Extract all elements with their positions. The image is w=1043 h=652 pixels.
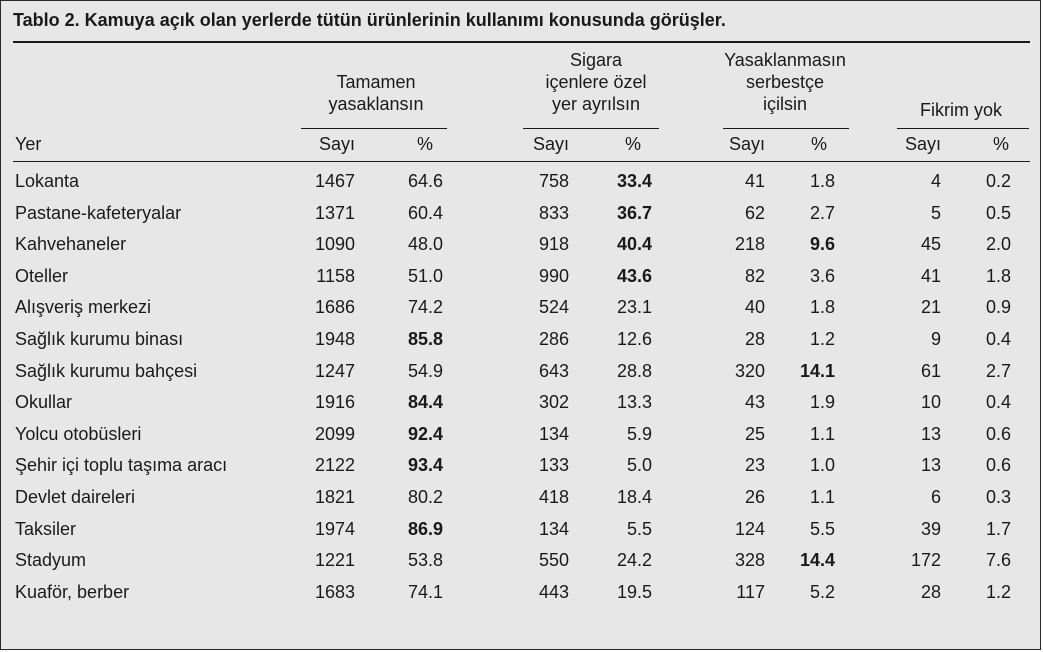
cell-percent: 43.6 [616, 265, 652, 286]
cell-percent: 1.8 [809, 171, 835, 191]
row-place-name: Devlet daireleri [15, 486, 136, 507]
cell-count: 23 [744, 455, 765, 476]
table-row [1, 484, 1042, 516]
table-row [1, 168, 1042, 200]
cell-percent: 1.8 [809, 297, 835, 318]
cell-count: 2099 [314, 423, 355, 444]
group-header-line: içilsin [762, 94, 807, 114]
cell-percent: 74.2 [407, 297, 443, 318]
cell-count: 286 [538, 328, 569, 349]
row-place-name: Pastane-kafeteryalar [15, 202, 182, 223]
cell-count: 302 [538, 392, 569, 413]
row-place-name: Okullar [15, 392, 73, 413]
cell-count: 758 [538, 171, 569, 191]
cell-count: 41 [744, 171, 765, 191]
row-place-name: Sağlık kurumu binası [15, 328, 184, 349]
cell-count: 82 [744, 265, 765, 286]
cell-percent: 1.1 [809, 423, 835, 444]
column-header-place: Yer [15, 134, 42, 154]
table-row [1, 263, 1042, 295]
cell-percent: 0.4 [985, 392, 1011, 413]
cell-percent: 0.4 [985, 328, 1011, 349]
cell-percent: 2.7 [809, 202, 835, 223]
group-header-line: serbestçe [745, 72, 825, 92]
cell-percent: 2.0 [985, 234, 1011, 255]
cell-percent: 74.1 [407, 581, 443, 602]
cell-percent: 93.4 [407, 455, 443, 476]
column-header-count: Sayı [904, 134, 941, 154]
table-row [1, 358, 1042, 390]
cell-percent: 19.5 [616, 581, 652, 602]
cell-count: 1821 [314, 486, 355, 507]
cell-percent: 5.0 [626, 455, 652, 476]
group-underline [301, 128, 447, 129]
cell-count: 320 [734, 360, 765, 381]
cell-percent: 1.7 [985, 518, 1011, 539]
cell-percent: 24.2 [616, 550, 652, 571]
cell-percent: 51.0 [407, 265, 443, 286]
group-underline [523, 128, 659, 129]
group-header-line: yasaklansın [328, 94, 424, 114]
cell-percent: 40.4 [616, 234, 652, 255]
column-header-percent: % [416, 134, 433, 154]
cell-count: 1158 [316, 265, 355, 286]
cell-count: 1683 [314, 581, 355, 602]
cell-percent: 92.4 [407, 423, 443, 444]
cell-count: 13 [920, 423, 941, 444]
cell-percent: 0.9 [985, 297, 1011, 318]
table-row [1, 452, 1042, 484]
cell-count: 61 [920, 360, 941, 381]
cell-count: 2122 [314, 455, 355, 476]
cell-percent: 28.8 [616, 360, 652, 381]
cell-percent: 18.4 [616, 486, 652, 507]
cell-percent: 64.6 [407, 171, 443, 191]
cell-count: 990 [538, 265, 569, 286]
row-place-name: Kahvehaneler [15, 234, 127, 255]
cell-percent: 5.5 [809, 518, 835, 539]
cell-count: 1686 [314, 297, 355, 318]
cell-count: 1974 [314, 518, 355, 539]
cell-count: 13 [920, 455, 941, 476]
cell-count: 4 [930, 171, 941, 191]
cell-percent: 13.3 [616, 392, 652, 413]
cell-percent: 2.7 [985, 360, 1011, 381]
column-header-count: Sayı [532, 134, 569, 154]
row-place-name: Yolcu otobüsleri [15, 423, 142, 444]
group-underline [897, 128, 1029, 129]
cell-count: 124 [734, 518, 765, 539]
group-header-line: Yasaklanmasın [724, 50, 846, 70]
group-header-line: Tamamen [336, 72, 416, 92]
group-underline [723, 128, 849, 129]
cell-count: 1371 [314, 202, 355, 223]
cell-count: 9 [930, 328, 941, 349]
cell-percent: 1.8 [985, 265, 1011, 286]
column-header-percent: % [810, 134, 827, 154]
cell-percent: 14.1 [799, 360, 835, 381]
cell-count: 117 [736, 581, 765, 602]
cell-percent: 0.6 [985, 423, 1011, 444]
cell-count: 134 [538, 423, 569, 444]
cell-count: 1090 [314, 234, 355, 255]
cell-percent: 1.2 [809, 328, 835, 349]
cell-count: 41 [920, 265, 941, 286]
table-row [1, 389, 1042, 421]
cell-count: 524 [538, 297, 569, 318]
cell-percent: 36.7 [616, 202, 652, 223]
cell-percent: 7.6 [985, 550, 1011, 571]
cell-percent: 1.1 [809, 486, 835, 507]
table-row [1, 547, 1042, 579]
group-header-smoking-area [521, 49, 671, 115]
cell-percent: 12.6 [616, 328, 652, 349]
group-header-line: yer ayrılsın [551, 94, 641, 114]
table-row [1, 516, 1042, 548]
row-place-name: Oteller [15, 265, 69, 286]
column-header-percent: % [992, 134, 1009, 154]
column-header-count: Sayı [728, 134, 765, 154]
cell-percent: 23.1 [616, 297, 652, 318]
cell-count: 26 [744, 486, 765, 507]
cell-count: 28 [744, 328, 765, 349]
cell-percent: 0.5 [985, 202, 1011, 223]
cell-percent: 84.4 [407, 392, 443, 413]
column-header-count: Sayı [318, 134, 355, 154]
table-row [1, 200, 1042, 232]
table-row [1, 294, 1042, 326]
group-header-line: Fikrim yok [920, 100, 1002, 120]
cell-percent: 14.4 [799, 550, 835, 571]
cell-percent: 85.8 [407, 328, 443, 349]
cell-count: 39 [920, 518, 941, 539]
row-place-name: Lokanta [15, 171, 80, 191]
cell-count: 5 [930, 202, 941, 223]
top-rule [13, 41, 1030, 43]
cell-percent: 80.2 [407, 486, 443, 507]
cell-count: 45 [920, 234, 941, 255]
cell-count: 1916 [314, 392, 355, 413]
cell-count: 25 [744, 423, 765, 444]
cell-count: 10 [920, 392, 941, 413]
column-header-percent: % [624, 134, 641, 154]
row-place-name: Kuaför, berber [15, 581, 130, 602]
cell-percent: 1.2 [985, 581, 1011, 602]
cell-percent: 0.2 [985, 171, 1011, 191]
cell-count: 172 [910, 550, 941, 571]
cell-percent: 5.5 [626, 518, 652, 539]
cell-count: 28 [920, 581, 941, 602]
cell-count: 328 [734, 550, 765, 571]
cell-count: 918 [538, 234, 569, 255]
row-place-name: Sağlık kurumu bahçesi [15, 360, 198, 381]
cell-count: 43 [744, 392, 765, 413]
cell-count: 443 [538, 581, 569, 602]
cell-count: 133 [538, 455, 569, 476]
cell-percent: 9.6 [809, 234, 835, 255]
cell-percent: 1.9 [809, 392, 835, 413]
table-row [1, 579, 1042, 611]
cell-percent: 48.0 [407, 234, 443, 255]
cell-count: 134 [538, 518, 569, 539]
group-header-no-opinion [891, 99, 1031, 121]
group-header-freely-smoked [707, 49, 863, 115]
cell-count: 1948 [314, 328, 355, 349]
cell-percent: 5.9 [626, 423, 652, 444]
cell-count: 1467 [314, 171, 355, 191]
cell-count: 643 [538, 360, 569, 381]
cell-percent: 5.2 [809, 581, 835, 602]
cell-percent: 0.6 [985, 455, 1011, 476]
cell-percent: 33.4 [616, 171, 652, 191]
table-row [1, 421, 1042, 453]
table-title: Tablo 2. Kamuya açık olan yerlerde tütün ürünlerinin kullanımı konusunda görüşler. [13, 10, 726, 30]
cell-count: 1221 [314, 550, 355, 571]
table-body [1, 168, 1042, 610]
cell-count: 21 [920, 297, 941, 318]
cell-count: 418 [538, 486, 569, 507]
cell-count: 40 [744, 297, 765, 318]
cell-percent: 0.3 [985, 486, 1011, 507]
group-header-fully-banned [301, 71, 451, 115]
header-rule [13, 161, 1030, 162]
cell-count: 6 [930, 486, 941, 507]
cell-percent: 54.9 [407, 360, 443, 381]
cell-count: 218 [734, 234, 765, 255]
cell-percent: 3.6 [809, 265, 835, 286]
cell-count: 1247 [314, 360, 355, 381]
cell-count: 550 [538, 550, 569, 571]
cell-percent: 1.0 [809, 455, 835, 476]
group-header-line: Sigara [569, 50, 623, 70]
cell-percent: 86.9 [407, 518, 443, 539]
table-row [1, 231, 1042, 263]
cell-percent: 60.4 [407, 202, 443, 223]
table-row [1, 326, 1042, 358]
row-place-name: Alışveriş merkezi [15, 297, 152, 318]
cell-percent: 53.8 [407, 550, 443, 571]
row-place-name: Taksiler [15, 518, 77, 539]
row-place-name: Stadyum [15, 550, 87, 571]
cell-count: 62 [744, 202, 765, 223]
row-place-name: Şehir içi toplu taşıma aracı [15, 455, 228, 476]
group-header-line: içenlere özel [545, 72, 647, 92]
cell-count: 833 [538, 202, 569, 223]
